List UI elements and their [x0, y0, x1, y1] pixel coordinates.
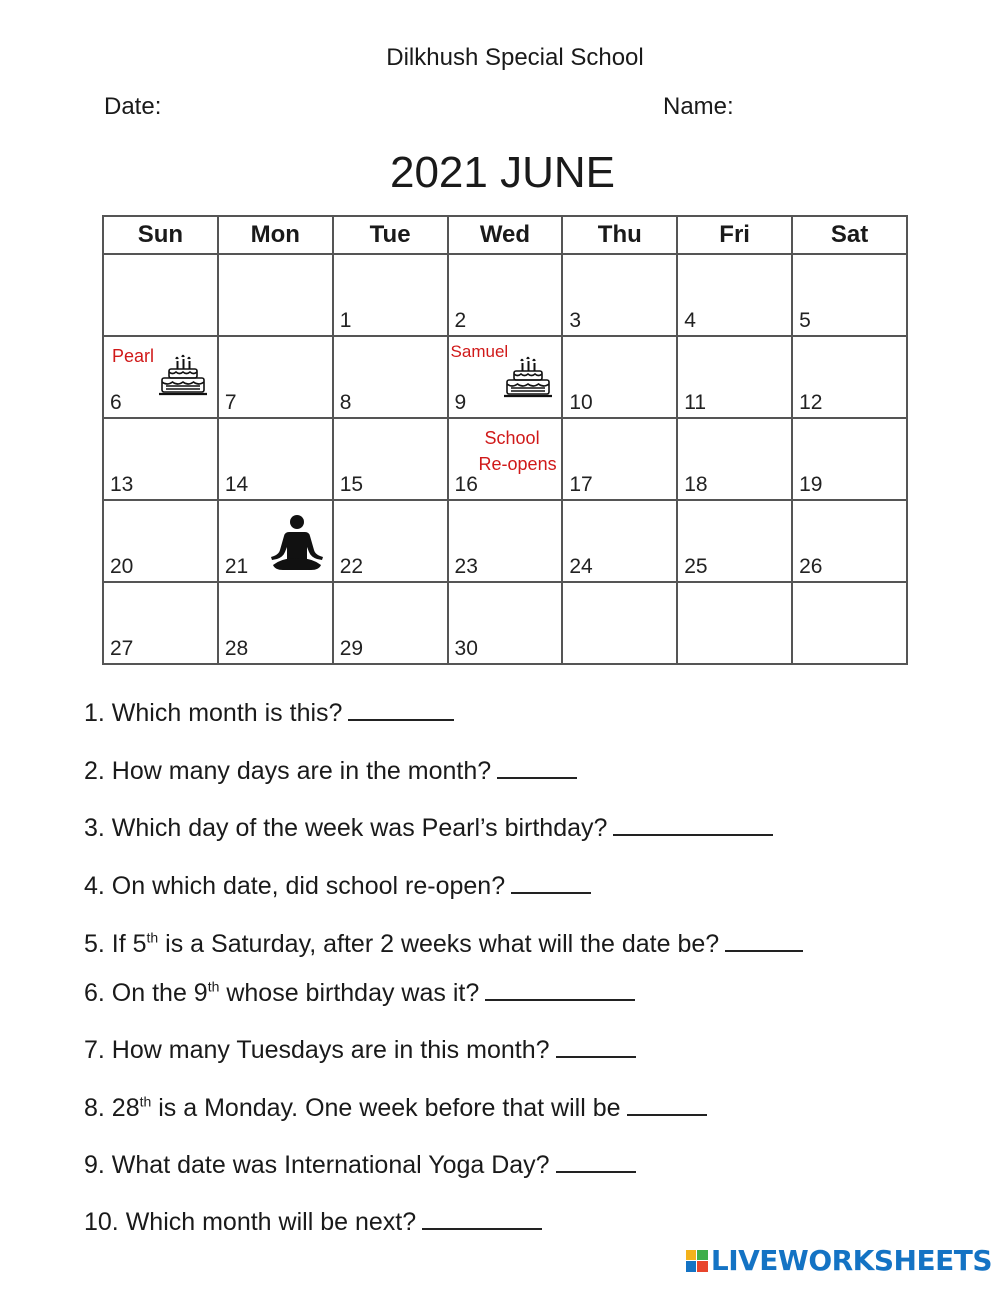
answer-blank[interactable]	[511, 870, 591, 894]
question-7	[84, 1034, 636, 1065]
week-row-1	[103, 254, 907, 336]
ordinal-suffix: th	[139, 1093, 152, 1110]
day-number: 24	[569, 555, 593, 578]
question-text: 9. What date was International Yoga Day?	[84, 1151, 550, 1179]
day-cell	[103, 418, 218, 500]
day-number: 9	[454, 391, 467, 414]
day-number: 5	[799, 309, 811, 332]
day-cell	[103, 500, 218, 582]
question-text: 10. Which month will be next?	[84, 1208, 417, 1236]
day-cell	[562, 336, 677, 418]
day-cell	[677, 500, 792, 582]
day-cell	[792, 254, 907, 336]
day-number: 15	[339, 473, 364, 496]
day-number: 13	[110, 473, 134, 496]
day-cell	[677, 336, 792, 418]
day-number: 4	[684, 309, 696, 332]
question-text-post: is a Saturday, after 2 weeks what will the date be?	[158, 930, 720, 958]
day-cell	[562, 500, 677, 582]
question-text: 4. On which date, did school re-open?	[84, 872, 506, 900]
name-label: Name:	[663, 93, 734, 120]
day-cell	[448, 500, 563, 582]
question-5	[84, 928, 803, 959]
school-reopens-line2: Re-opens	[478, 454, 557, 474]
day-cell-pearl-birthday	[103, 336, 218, 418]
birthday-cake-icon	[503, 355, 553, 399]
day-cell	[677, 418, 792, 500]
liveworksheets-logo-text: LIVEWORKSHEETS	[710, 1244, 992, 1277]
answer-blank[interactable]	[485, 977, 635, 1001]
day-cell-yoga-day	[218, 500, 333, 582]
question-text-pre: 5. If 5	[84, 930, 147, 958]
day-cell	[562, 254, 677, 336]
day-number: 12	[799, 391, 823, 414]
day-cell-samuel-birthday	[448, 336, 563, 418]
day-cell	[792, 336, 907, 418]
day-cell	[792, 582, 907, 664]
day-cell	[792, 418, 907, 500]
day-number: 10	[569, 391, 593, 414]
day-cell	[333, 500, 448, 582]
day-number: 3	[569, 309, 582, 332]
day-number: 25	[684, 555, 708, 578]
day-cell	[103, 582, 218, 664]
day-number: 6	[110, 391, 122, 414]
day-cell	[792, 500, 907, 582]
ordinal-suffix: th	[207, 978, 220, 995]
day-cell	[448, 254, 563, 336]
calendar-grid	[102, 215, 908, 659]
weekday-thu: Thu	[562, 216, 677, 254]
weekday-header-row	[103, 216, 907, 254]
day-number: 8	[339, 391, 352, 414]
day-number: 21	[224, 555, 249, 578]
answer-blank[interactable]	[725, 928, 803, 952]
liveworksheets-logo	[686, 1244, 992, 1277]
weekday-mon: Mon	[218, 216, 333, 254]
school-reopens-line1: School	[484, 428, 540, 448]
school-name: Dilkhush Special School	[386, 44, 644, 71]
day-number: 23	[454, 555, 478, 578]
question-9	[84, 1149, 636, 1180]
pearl-label: Pearl	[112, 346, 155, 366]
day-number: 30	[454, 637, 478, 660]
date-label: Date:	[104, 93, 162, 120]
day-cell	[218, 336, 333, 418]
question-text-pre: 8. 28	[84, 1094, 140, 1122]
day-number: 26	[799, 555, 823, 578]
question-text: 2. How many days are in the month?	[84, 757, 492, 785]
weekday-sat: Sat	[792, 216, 907, 254]
question-text: 7. How many Tuesdays are in this month?	[84, 1036, 550, 1064]
day-number: 18	[684, 473, 708, 496]
answer-blank[interactable]	[556, 1034, 636, 1058]
day-number: 7	[224, 391, 237, 414]
day-cell	[448, 582, 563, 664]
question-1	[84, 697, 454, 728]
week-row-2	[103, 336, 907, 418]
day-cell	[333, 582, 448, 664]
yoga-meditation-icon	[269, 513, 325, 573]
week-row-3	[103, 418, 907, 500]
question-8	[84, 1092, 707, 1123]
calendar-title: 2021 JUNE	[389, 148, 615, 197]
question-text: 1. Which month is this?	[84, 699, 343, 727]
day-cell	[218, 418, 333, 500]
day-number: 1	[339, 309, 352, 332]
samuel-label: Samuel	[450, 342, 509, 361]
day-number: 16	[454, 473, 478, 496]
day-cell	[333, 336, 448, 418]
day-number: 17	[569, 473, 593, 496]
question-text-pre: 6. On the 9	[84, 979, 208, 1007]
weekday-tue: Tue	[333, 216, 448, 254]
weekday-sun: Sun	[103, 216, 218, 254]
day-cell	[562, 418, 677, 500]
weekday-fri: Fri	[677, 216, 792, 254]
day-cell	[103, 254, 218, 336]
day-cell	[218, 254, 333, 336]
day-cell	[333, 254, 448, 336]
day-number: 19	[799, 473, 823, 496]
day-cell	[218, 582, 333, 664]
answer-blank[interactable]	[627, 1092, 707, 1116]
day-number: 27	[110, 637, 134, 660]
day-number: 14	[224, 473, 249, 496]
day-cell	[677, 582, 792, 664]
question-10	[84, 1206, 542, 1237]
day-cell	[677, 254, 792, 336]
answer-blank[interactable]	[556, 1149, 636, 1173]
ordinal-suffix: th	[146, 929, 159, 946]
liveworksheets-logo-icon	[686, 1250, 708, 1272]
day-number: 28	[224, 637, 249, 660]
day-cell	[562, 582, 677, 664]
birthday-cake-icon	[158, 353, 208, 397]
question-4	[84, 870, 591, 901]
day-number: 2	[454, 309, 467, 332]
day-cell-school-reopens	[448, 418, 563, 500]
question-2	[84, 755, 577, 786]
day-number: 29	[339, 637, 364, 660]
question-6	[84, 977, 635, 1008]
week-row-4	[103, 500, 907, 582]
question-text: 3. Which day of the week was Pearl’s birthday?	[84, 814, 608, 842]
answer-blank[interactable]	[348, 697, 454, 721]
answer-blank[interactable]	[613, 812, 773, 836]
day-number: 20	[110, 555, 134, 578]
weekday-wed: Wed	[448, 216, 563, 254]
day-cell	[333, 418, 448, 500]
question-text-post: whose birthday was it?	[219, 979, 480, 1007]
answer-blank[interactable]	[422, 1206, 542, 1230]
day-number: 11	[684, 391, 707, 414]
week-row-5	[103, 582, 907, 664]
answer-blank[interactable]	[497, 755, 577, 779]
day-number: 22	[339, 555, 364, 578]
question-3	[84, 812, 773, 843]
question-text-post: is a Monday. One week before that will be	[151, 1094, 621, 1122]
